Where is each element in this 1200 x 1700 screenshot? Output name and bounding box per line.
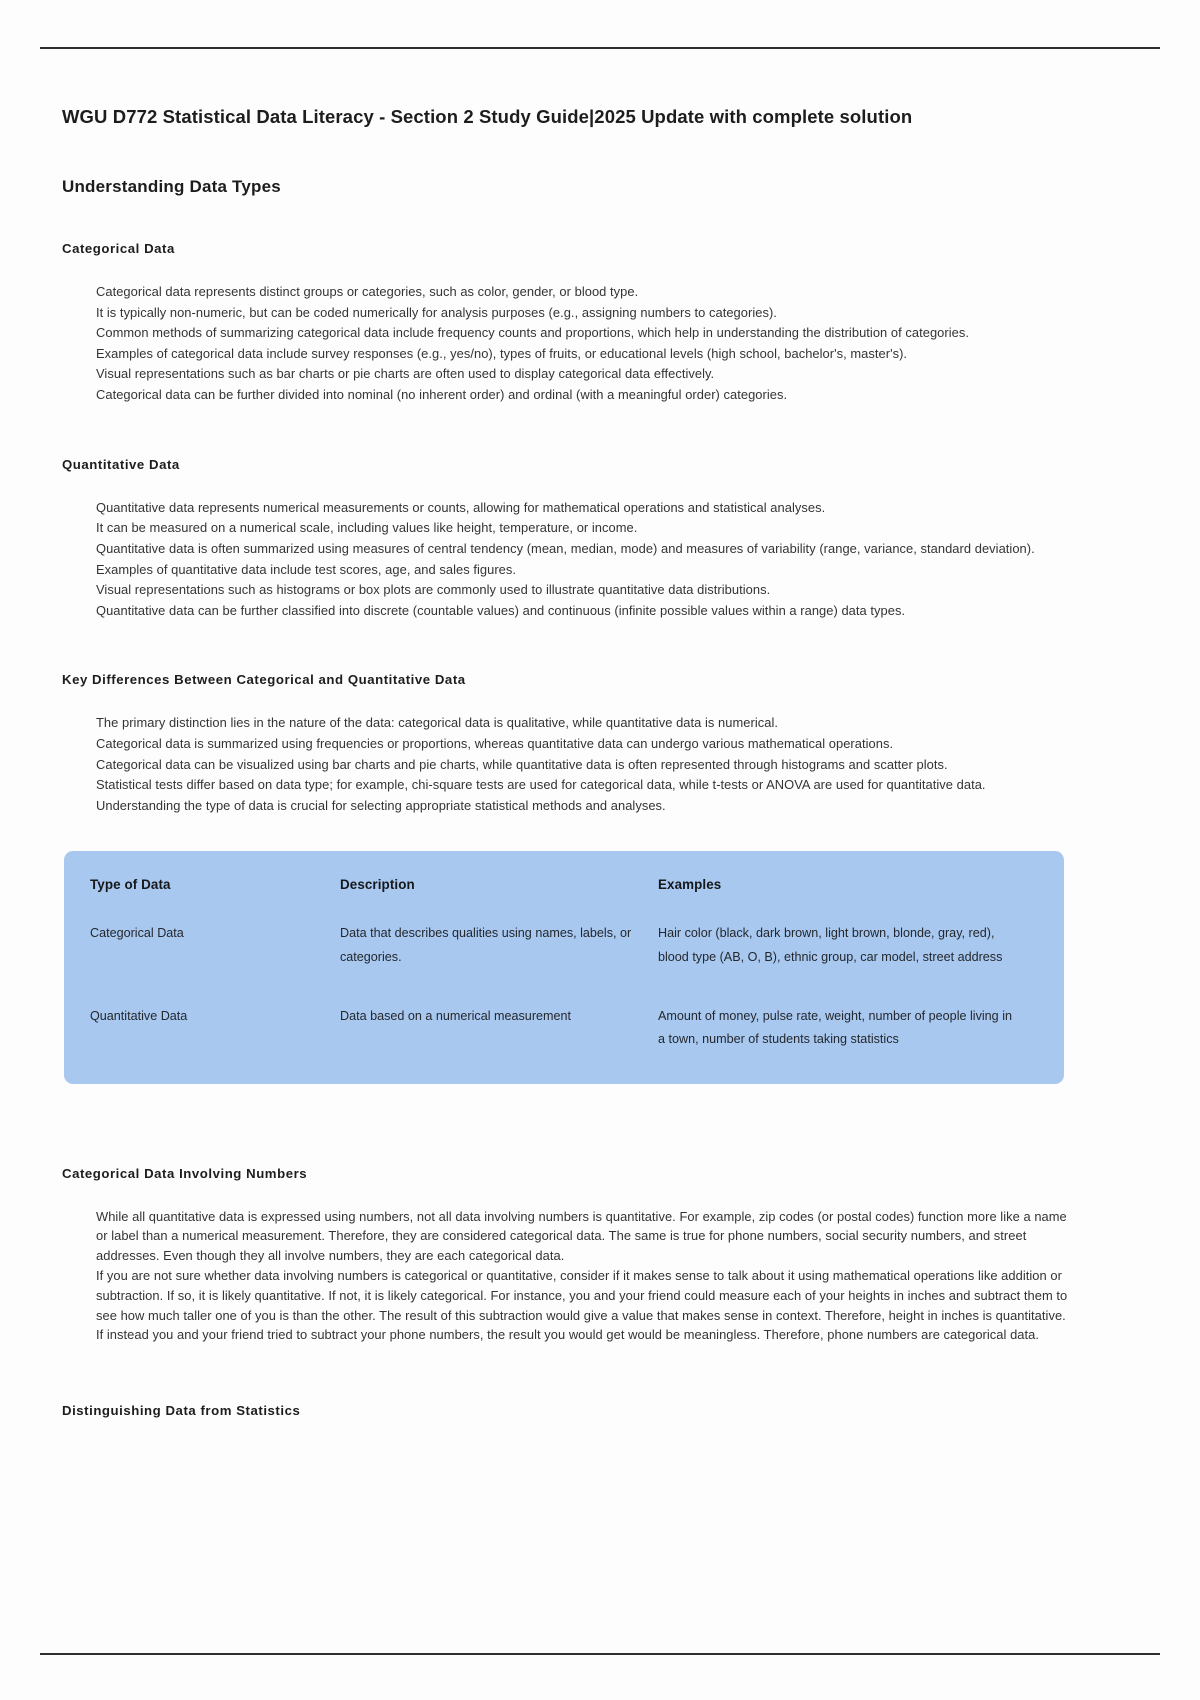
list-item: While all quantitative data is expressed using numbers, not all data involving numbers is quantitative. For example, zip codes (or postal codes) function more like a name or label than a numerical measurement. Therefore, they are considered categorical data. The same is true for phone numbers, social security numbers, and street addresses. Even though they all involve numbers, they are each categorical data. — [96, 1208, 1067, 1263]
list-item: The primary distinction lies in the nature of the data: categorical data is qualitative, while quantitative data is numerical. — [96, 715, 778, 731]
quantitative-data-block — [62, 498, 1070, 621]
spacer — [62, 431, 1070, 457]
subheading-categorical-data-involving-numbers: Categorical Data Involving Numbers — [62, 1165, 308, 1181]
cell-type: Quantitative Data — [90, 1009, 188, 1023]
subheading-categorical-data: Categorical Data — [62, 241, 175, 257]
key-differences-block — [62, 713, 1070, 815]
table-header-row — [90, 873, 1038, 922]
subheading-key-differences: Key Differences Between Categorical and Quantitative Data — [62, 672, 466, 688]
data-type-comparison-table — [64, 851, 1064, 1083]
table-row — [90, 1005, 1038, 1058]
categorical-data-list — [96, 282, 1070, 405]
list-item: It can be measured on a numerical scale, including values like height, temperature, or income. — [96, 520, 638, 536]
list-item: Visual representations such as bar charts or pie charts are often used to display categorical data effectively. — [96, 366, 715, 382]
page-bottom-rule — [40, 1653, 1160, 1655]
list-item: Categorical data represents distinct groups or categories, such as color, gender, or blood type. — [96, 284, 639, 300]
list-item: Examples of quantitative data include test scores, age, and sales figures. — [96, 561, 517, 577]
categorical-data-block — [62, 282, 1070, 405]
spacer — [62, 646, 1070, 672]
spacer — [62, 1084, 1070, 1124]
list-item: Quantitative data represents numerical measurements or counts, allowing for mathematical operations and statistical analyses. — [96, 499, 826, 515]
section-heading-understanding-data-types: Understanding Data Types — [62, 177, 281, 197]
table-row — [90, 922, 1038, 1005]
table-body — [90, 922, 1038, 1057]
column-header-description: Description — [340, 877, 415, 893]
column-header-type-of-data: Type of Data — [90, 877, 171, 893]
table-header — [90, 873, 1038, 922]
page-top-rule — [40, 47, 1160, 49]
list-item: Categorical data can be further divided into nominal (no inherent order) and ordinal (with a meaningful order) categories. — [96, 387, 788, 403]
page-title: WGU D772 Statistical Data Literacy - Section 2 Study Guide|2025 Update with complete solution — [62, 106, 913, 127]
list-item: Statistical tests differ based on data type; for example, chi-square tests are used for categorical data, while t-tests or ANOVA are used for quantitative data. — [96, 777, 986, 793]
list-item: Examples of categorical data include survey responses (e.g., yes/no), types of fruits, or educational levels (high school, bachelor's, master's). — [96, 345, 908, 361]
cell-examples: Amount of money, pulse rate, weight, number of people living in a town, number of students taking statistics — [658, 1009, 1012, 1047]
document-content — [62, 105, 1070, 1444]
quantitative-data-list — [96, 498, 1070, 621]
list-item: It is typically non-numeric, but can be coded numerically for analysis purposes (e.g., assigning numbers to categories). — [96, 304, 777, 320]
list-item: Quantitative data can be further classified into discrete (countable values) and continuous (infinite possible values within a range) data types. — [96, 602, 906, 618]
list-item: Visual representations such as histograms or box plots are commonly used to illustrate quantitative data distributions. — [96, 582, 771, 598]
list-item: If you are not sure whether data involving numbers is categorical or quantitative, consider if it makes sense to talk about it using mathematical operations like addition or subtraction. If so, it is likely quantitative. If not, it is likely categorical. For instance, you and your friend could measure each of your heights in inches and subtract them to see how much taller one of you is than the other. The result of this subtraction would give a value that makes sense in context. Therefore, height in inches is quantitative. If instead you and your friend tried to subtract your phone numbers, the result you would get would be meaningless. Therefore, phone numbers are categorical data. — [96, 1268, 1068, 1343]
subheading-distinguishing-data-from-statistics: Distinguishing Data from Statistics — [62, 1402, 301, 1418]
spacer — [62, 1371, 1070, 1403]
key-differences-list — [96, 713, 1070, 815]
categorical-numbers-section — [62, 1166, 1070, 1418]
categorical-numbers-block — [62, 1207, 1070, 1345]
list-item: Categorical data can be visualized using bar charts and pie charts, while quantitative data is often represented through histograms and scatter plots. — [96, 756, 948, 772]
categorical-numbers-list — [96, 1207, 1070, 1345]
cell-description: Data based on a numerical measurement — [340, 1009, 572, 1023]
cell-type: Categorical Data — [90, 926, 184, 941]
list-item: Understanding the type of data is crucial for selecting appropriate statistical methods and analyses. — [96, 797, 666, 813]
list-item: Common methods of summarizing categorical data include frequency counts and proportions, which help in understanding the distribution of categories. — [96, 325, 969, 341]
list-item: Quantitative data is often summarized using measures of central tendency (mean, median, mode) and measures of variability (range, variance, standard deviation). — [96, 540, 1035, 556]
cell-examples: Hair color (black, dark brown, light brown, blonde, gray, red), blood type (AB, O, B), ethnic group, car model, street address — [658, 926, 1003, 964]
cell-description: Data that describes qualities using names, labels, or categories. — [340, 926, 632, 964]
list-item: Categorical data is summarized using frequencies or proportions, whereas quantitative data can undergo various mathematical operations. — [96, 735, 894, 751]
column-header-examples: Examples — [658, 877, 722, 893]
comparison-table — [90, 873, 1038, 1057]
subheading-quantitative-data: Quantitative Data — [62, 456, 180, 472]
